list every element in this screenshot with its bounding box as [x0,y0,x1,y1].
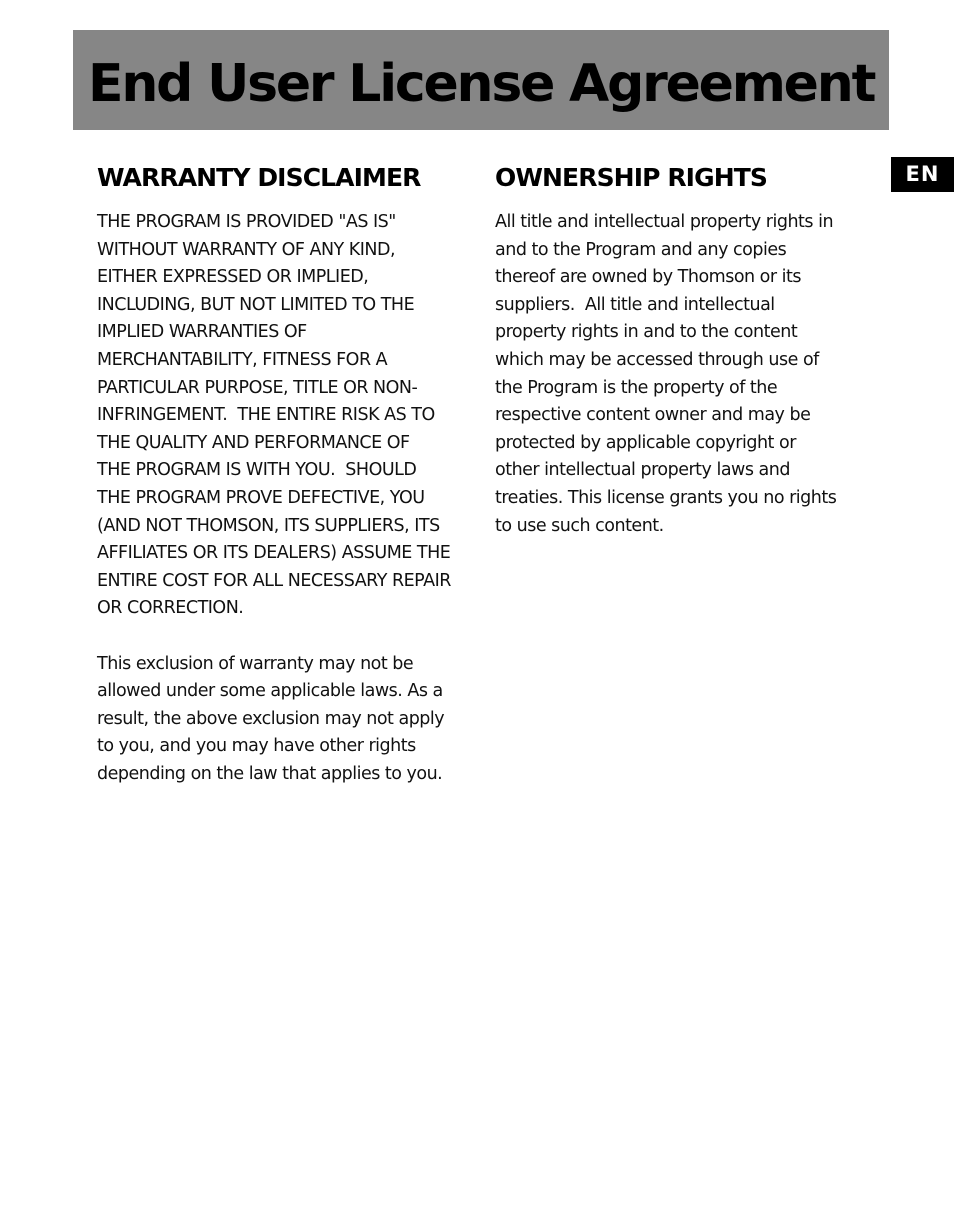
text-line: EITHER EXPRESSED OR IMPLIED, [97,267,369,288]
warranty-disclaimer-heading: WARRANTY DISCLAIMER [97,163,421,192]
text-line: thereof are owned by Thomson or its [495,267,801,288]
warranty-disclaimer-section [97,160,482,788]
text-line: treaties. This license grants you no rights [495,487,837,508]
warranty-disclaimer-paragraph [97,209,482,623]
text-line: This exclusion of warranty may not be [97,653,414,674]
text-line: MERCHANTABILITY, FITNESS FOR A [97,349,388,370]
text-line: THE PROGRAM IS WITH YOU. SHOULD [97,460,417,481]
text-line: other intellectual property laws and [495,460,790,481]
text-line: AFFILIATES OR ITS DEALERS) ASSUME THE [97,543,451,564]
text-line: result, the above exclusion may not apply [97,708,445,729]
text-line: allowed under some applicable laws. As a [97,681,443,702]
text-line: and to the Program and any copies [495,239,787,260]
ownership-rights-heading: OWNERSHIP RIGHTS [495,163,767,192]
text-line: to use such content. [495,515,664,536]
text-line: OR CORRECTION. [97,598,244,619]
text-line: to you, and you may have other rights [97,736,416,757]
text-line: THE QUALITY AND PERFORMANCE OF [97,432,410,453]
paragraph-gap [97,623,482,651]
text-line: THE PROGRAM PROVE DEFECTIVE, YOU [97,487,425,508]
text-line: INFRINGEMENT. THE ENTIRE RISK AS TO [97,405,435,426]
text-line: PARTICULAR PURPOSE, TITLE OR NON- [97,377,418,398]
text-line: property rights in and to the content [495,322,798,343]
text-line: depending on the law that applies to you. [97,763,443,784]
text-line: protected by applicable copyright or [495,432,796,453]
language-tab: EN [891,157,954,192]
text-line: which may be accessed through use of [495,349,819,370]
text-line: All title and intellectual property rights in [495,212,834,232]
text-line: the Program is the property of the [495,377,778,398]
page-title: End User License Agreement [88,54,875,114]
text-line: IMPLIED WARRANTIES OF [97,322,307,343]
text-line: WITHOUT WARRANTY OF ANY KIND, [97,239,396,260]
text-line: respective content owner and may be [495,405,811,426]
ownership-rights-paragraph [495,209,875,540]
title-banner [73,30,889,130]
ownership-rights-section [495,160,875,540]
text-line: ENTIRE COST FOR ALL NECESSARY REPAIR [97,570,451,591]
warranty-exclusion-paragraph [97,651,482,789]
text-line: INCLUDING, BUT NOT LIMITED TO THE [97,294,415,315]
text-line: THE PROGRAM IS PROVIDED "AS IS" [97,212,396,232]
text-line: suppliers. All title and intellectual [495,294,775,315]
text-line: (AND NOT THOMSON, ITS SUPPLIERS, ITS [97,515,440,536]
